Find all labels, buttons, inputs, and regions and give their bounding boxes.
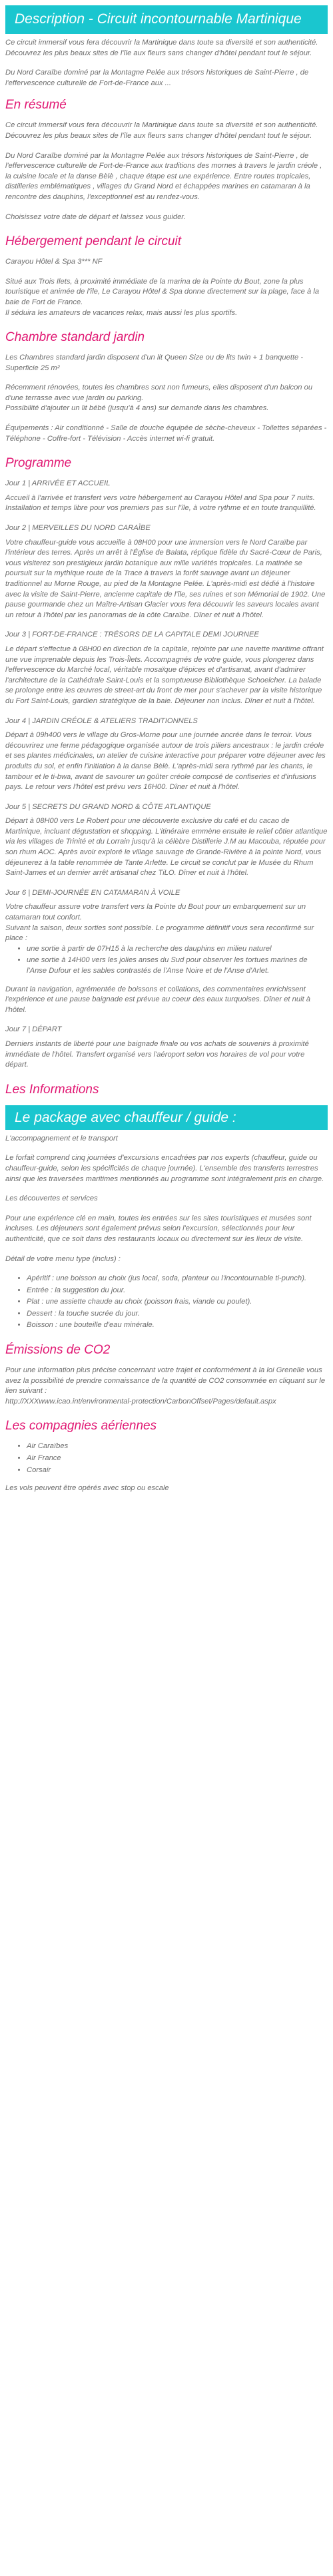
compagnies-list bbox=[5, 1441, 328, 1475]
resume-paragraph-1: Ce circuit immersif vous fera découvrir la Martinique dans toute sa diversité et son authenticité. Découvrez les plus beaux sites de l'île aux fleurs sans changer d'hôtel pendant tout le séjour. bbox=[5, 121, 318, 140]
co2-link[interactable]: http://XXXwww.icao.int/environmental-protection/CarbonOffset/Pages/default.aspx bbox=[5, 1397, 276, 1406]
resume-paragraph-2: Du Nord Caraïbe dominé par la Montagne Pelée aux trésors historiques de Saint-Pierre , de l'effervescence culturelle de Fort-de-France aux traditions des mornes à travers le jardin créole , la cuisine locale et la danse Bèlè , chaque étape est une expérience. Entre routes tropicales, distilleries emblématiques , villages du Grand Nord et échappées marines en catamaran à la rencontre des dauphins, l'exceptionnel est au rendez-vous. bbox=[5, 151, 322, 201]
day-2-text: Votre chauffeur-guide vous accueille à 08H00 pour une immersion vers le Nord Caraïbe par l'intérieur des terres. Après un arrêt à l'Église de Balata, réplique fidèle du Sacré-Cœur de Paris, vous visiterez son prestigieux jardin botanique aux mille variétés tropicales. La matinée se poursuit sur la mythique route de la Trace à travers la forêt sauvage avant un déjeuner traditionnel au Morne Rouge, au pied de la Montagne Pelée. L'après-midi est dédié à l'histoire avec la visite de Saint-Pierre, ancienne capitale de l'île, ses ruines et son Mémorial de 1902. Une pause gourmande chez un Maître-Artisan Glacier vous fera découvrir les saveurs locales avant un retour à l'hôtel par les panoramas de la côte Caraïbe. Dîner et nuit à l'hôtel. bbox=[5, 538, 326, 619]
informations-heading: Les Informations bbox=[5, 1082, 99, 1097]
day-2-title: Jour 2 | MERVEILLES DU NORD CARAÏBE bbox=[5, 524, 151, 533]
day-7-text: Derniers instants de liberté pour une baignade finale ou vos achats de souvenirs à proximité immédiate de l'hôtel. Transfert organisé vers l'aéroport selon vos horaires de vol pour votre départ. bbox=[5, 1039, 309, 1069]
menu-item: • Entrée : la suggestion du jour. bbox=[27, 1286, 328, 1296]
menu-item: • Dessert : la touche sucrée du jour. bbox=[27, 1309, 328, 1320]
day-6-text-2: Suivant la saison, deux sorties sont possible. Le programme définitif vous sera reconfirmé sur place : bbox=[5, 923, 314, 943]
accompagnement-text: Le forfait comprend cinq journées d'excursions encadrées par nos experts (chauffeur, guide ou chauffeur-guide, selon les spécificités de chaque journée). L'ensemble des transferts terrestres ainsi que les traversées maritimes mentionnés au programme sont intégralement pris en charge. bbox=[5, 1154, 324, 1183]
resume-heading: En résumé bbox=[5, 98, 67, 113]
package-banner: Le package avec chauffeur / guide : bbox=[5, 1105, 328, 1130]
chambre-paragraph-2: Récemment rénovées, toutes les chambres sont non fumeurs, elles disposent d'un balcon ou d'une terrasse avec vue jardin ou parking. bbox=[5, 384, 313, 402]
day-3-title: Jour 3 | FORT-DE-FRANCE : TRÉSORS DE LA CAPITALE DEMI JOURNEE bbox=[5, 631, 259, 639]
day-5-text: Départ à 08H00 vers Le Robert pour une découverte exclusive du café et du cacao de Martinique, incluant dégustation et shopping. L'itinéraire emmène ensuite le relief côtier atlantique via les villages de Trinité et du Lorrain jusqu'à la célèbre Distillerie J.M au Macouba, réputée pour son rhum AOC. Après avoir exploré le village sauvage de Grande-Rivière à la pointe Nord, vous déjeunerez à la table renommée de Tante Arlette. Le circuit se conclut par le Musée du Rhum Saint-James et un dernier arrêt artisanal chez TiLO. Dîner et nuit à l'hôtel. bbox=[5, 817, 328, 878]
hebergement-paragraph-2: Il séduira les amateurs de vacances relax, mais aussi les plus sportifs. bbox=[5, 308, 238, 317]
day-6-option-1: • une sortie à partir de 07H15 à la recherche des dauphins en milieu naturel bbox=[27, 944, 328, 955]
day-3-text: Le départ s'effectue à 08H00 en direction de la capitale, rejointe par une navette maritime offrant une vue imprenable depuis les Trois-Îlets. Accompagnés de votre guide, vous plongerez dans l'effervescence du Marché local, véritable mosaïque d'épices et d'artisanat, avant d'admirer l'architecture de la Cathédrale Saint-Louis et la somptueuse Bibliothèque Schoelcher. La balade se prolonge entre les œuvres de street-art du front de mer pour s'achever par la visite historique du Fort Saint-Louis, gardien stratégique de la baie. Déjeuner non inclus. Dîner et nuit à l'hôtel. bbox=[5, 644, 324, 705]
day-4-text: Départ à 09h400 vers le village du Gros-Morne pour une journée ancrée dans le terroir. Vous découvrirez une ferme pédagogique organisée autour de trois piliers ancestraux : le jardin créole et ses plantes médicinales, un atelier de cuisine interactive pour préparer votre déjeuner avec les produits du sol, et enfin l'initiation à la danse Bèlè. L'après-midi sera rythmé par les chants, le tambour et le ti-bwa, avant de savourer un goûter créole composé de confiseries et d'infusions pays. Le retour vers l'hôtel est prévu vers 16H00. Dîner et nuit à l'hôtel. bbox=[5, 731, 326, 792]
accompagnement-title: L'accompagnement et le transport bbox=[5, 1134, 118, 1143]
day-1-title: Jour 1 | ARRIVÉE ET ACCUEIL bbox=[5, 479, 111, 488]
compagnie-item: • Air France bbox=[27, 1453, 328, 1464]
decouvertes-text: Pour une expérience clé en main, toutes les entrées sur les sites touristiques et musées sont incluses. Les déjeuners sont également prévus selon l'excursion, sélectionnés pour leur authenticité, que ce soit dans des restaurants locaux ou directement sur les lieux de visite. bbox=[5, 1214, 312, 1243]
menu-item: • Boisson : une bouteille d'eau minérale. bbox=[27, 1320, 328, 1331]
day-6-option-2: • une sortie à 14H00 vers les jolies anses du Sud pour observer les tortues marines de l'Anse Dufour et les sables contrastés de l'Anse Noire et de l'Anse d'Arlet. bbox=[27, 955, 328, 976]
compagnies-heading: Les compagnies aériennes bbox=[5, 1419, 157, 1433]
day-1-text: Accueil à l'arrivée et transfert vers votre hébergement au Carayou Hôtel and Spa pour 7 nuits. Installation et temps libre pour vos premiers pas sur l'île, à votre rythme et en toute tranquillité. bbox=[5, 493, 316, 513]
day-7-title: Jour 7 | DÉPART bbox=[5, 1025, 62, 1034]
description-intro-2: Du Nord Caraïbe dominé par la Montagne Pelée aux trésors historiques de Saint-Pierre , de l'effervescence culturelle de Fort-de-France aux ... bbox=[5, 69, 309, 87]
chambre-heading: Chambre standard jardin bbox=[5, 330, 145, 345]
menu-item: • Plat : une assiette chaude au choix (poisson frais, viande ou poulet). bbox=[27, 1297, 328, 1308]
chambre-equipements: Équipements : Air conditionné - Salle de douche équipée de sèche-cheveux - Toilettes séparées - Téléphone - Coffre-fort - Télévision - Accès internet wi-fi gratuit. bbox=[5, 424, 327, 443]
co2-heading: Émissions de CO2 bbox=[5, 1343, 111, 1358]
day-6-title: Jour 6 | DEMI-JOURNÉE EN CATAMARAN À VOILE bbox=[5, 888, 180, 897]
hebergement-heading: Hébergement pendant le circuit bbox=[5, 234, 182, 249]
resume-paragraph-3: Choisissez votre date de départ et laissez vous guider. bbox=[5, 212, 186, 221]
compagnie-item: • Air Caraïbes bbox=[27, 1441, 328, 1452]
compagnie-item: • Corsair bbox=[27, 1465, 328, 1476]
co2-text: Pour une information plus précise concernant votre trajet et conformément à la loi Grenelle vous avez la possibilité de prendre connaissance de la quantité de CO2 consommée en cliquant sur le lien suivant : bbox=[5, 1366, 326, 1396]
day-6-text-1: Votre chauffeur assure votre transfert vers la Pointe du Bout pour un embarquement sur un catamaran tout confort. bbox=[5, 903, 306, 922]
menu-item: • Apéritif : une boisson au choix (jus local, soda, planteur ou l'incontournable ti-punch). bbox=[27, 1274, 328, 1284]
day-5-title: Jour 5 | SECRETS DU GRAND NORD & CÔTE ATLANTIQUE bbox=[5, 802, 211, 811]
day-4-title: Jour 4 | JARDIN CRÉOLE & ATELIERS TRADITIONNELS bbox=[5, 716, 198, 725]
day-6-text-3: Durant la navigation, agrémentée de boissons et collations, des commentaires enrichissent l'expérience et une pause baignade est prévue au coeur des eaux turquoises. Dîner et nuit à l'hôtel. bbox=[5, 985, 311, 1014]
menu-title: Détail de votre menu type (inclus) : bbox=[5, 1254, 121, 1263]
day-6-options bbox=[5, 944, 328, 977]
menu-list bbox=[5, 1274, 328, 1331]
hebergement-paragraph-1: Situé aux Trois Ilets, à proximité immédiate de la marina de la Pointe du Bout, zone la plus touristique et animée de l'île, Le Carayou Hôtel & Spa donne directement sur la plage, face à la baie de Fort de France. bbox=[5, 277, 320, 306]
description-intro-1: Ce circuit immersif vous fera découvrir la Martinique dans toute sa diversité et son authenticité. Découvrez les plus beaux sites de l'île aux fleurs sans changer d'hôtel pendant tout le séjour. bbox=[5, 39, 318, 57]
chambre-paragraph-3: Possibilité d'ajouter un lit bébé (jusqu'à 4 ans) sur demande dans les chambres. bbox=[5, 404, 269, 413]
decouvertes-title: Les découvertes et services bbox=[5, 1194, 98, 1203]
hotel-name: Carayou Hôtel & Spa 3*** NF bbox=[5, 258, 103, 266]
compagnies-note: Les vols peuvent être opérés avec stop ou escale bbox=[5, 1484, 169, 1493]
programme-heading: Programme bbox=[5, 456, 72, 471]
chambre-paragraph-1: Les Chambres standard jardin disposent d'un lit Queen Size ou de lits twin + 1 banquette - Superficie 25 m² bbox=[5, 354, 304, 372]
description-banner: Description - Circuit incontournable Martinique bbox=[5, 5, 328, 34]
